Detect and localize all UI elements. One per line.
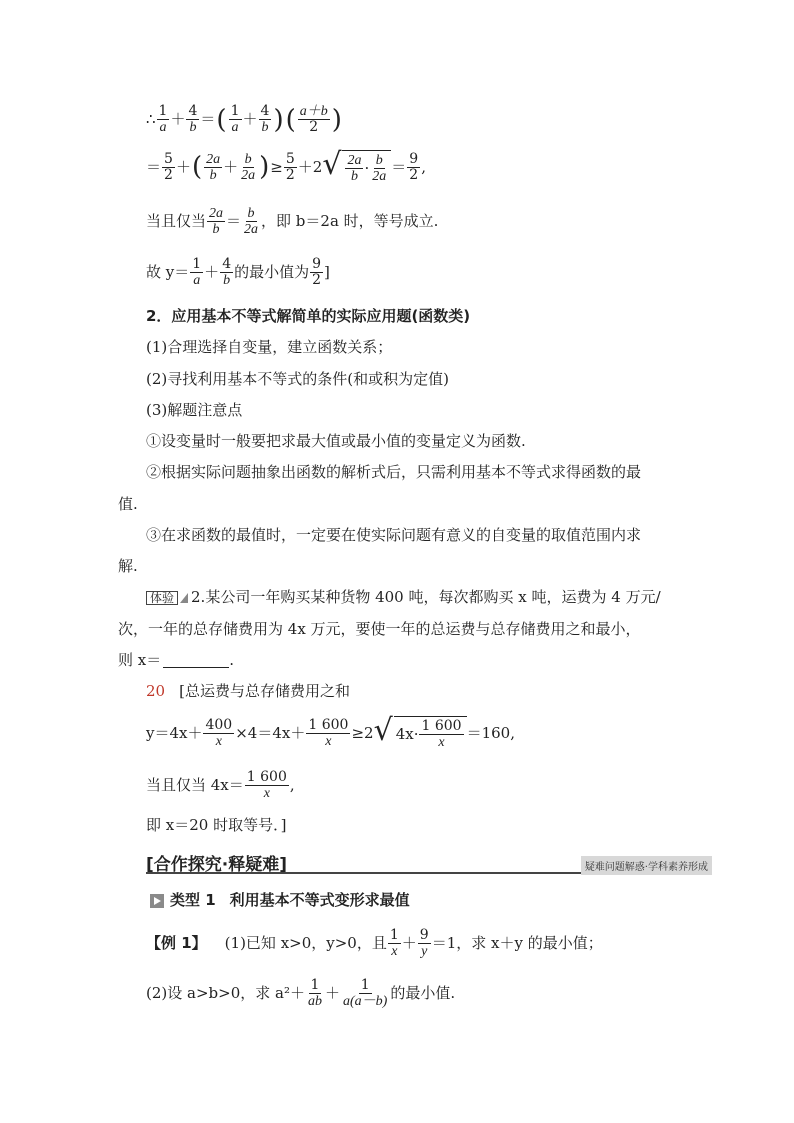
type-1-heading: 类型 1 利用基本不等式变形求最值: [150, 893, 410, 908]
exercise-line-2: 次，一年的总存储费用为 4x 万元，要使一年的总运费与总存储费用之和最小，: [118, 620, 641, 638]
solution-line-1: ∴ $\frac{1}{a}$ ＋ $\frac{4}{b}$ ＝ ( $\frac{1}{a}$ ＋ $\frac{4}{b}$ ) ( $\frac{a+b}{2}$ ): [146, 103, 342, 135]
paragraph: ③在求函数的最值时，一定要在使实际问题有意义的自变量的取值范围内求: [146, 526, 642, 544]
paragraph: (3)解题注意点: [146, 401, 243, 419]
exercise-condition-line: 当且仅当 4x＝ $\frac{1 600}{x}$ ,: [146, 769, 295, 801]
conclusion-line: 故 y＝ $\frac{1}{a}$ ＋ $\frac{4}{b}$ 的最小值为 $\frac{9}{2}$ ]: [146, 256, 330, 288]
solution-line-2: ＝ $\frac{5}{2}$ ＋ ( $\frac{2a}{b}$ ＋ $\frac{b}{2a}$ ) ≥ $\frac{5}{2}$ ＋ 2 √ $\frac{2a}{b}$ · $\frac{b}{2a}$ ＝ $\frac{9}{2}$ ,: [146, 147, 426, 184]
square-root: √ $\frac{2a}{b}$ · $\frac{b}{2a}$: [322, 150, 391, 184]
exercise-equation-line: y＝4x＋ $\frac{400}{x}$ ×4＝4x＋ $\frac{1 600}{x}$ ≥2 √ 4x· $\frac{1 600}{x}$ ＝160,: [146, 713, 515, 750]
therefore-symbol: ∴: [146, 110, 156, 128]
fraction-1-over-a: $\frac{1}{a}$: [158, 103, 168, 135]
paragraph: 值.: [118, 495, 138, 513]
section-header-tag: 疑难问题解惑·学科素养形成: [581, 856, 712, 875]
exercise-line-3: 则 x＝ .: [118, 651, 235, 669]
fraction-a-plus-b-over-2: $\frac{a+b}{2}$: [299, 104, 328, 135]
answer-blank: [163, 653, 229, 668]
exercise-line-1: 体验 2.某公司一年购买某种货物 400 吨，每次都购买 x 吨，运费为 4 万元/: [146, 590, 661, 605]
pencil-icon: [180, 593, 188, 603]
section-2-heading: 2．应用基本不等式解简单的实际应用题(函数类): [146, 307, 471, 325]
example-1-part-2: (2)设 a>b>0，求 a²＋ $\frac{1}{ab}$ ＋ $\frac{1}{a(a-b)}$ 的最小值.: [146, 977, 456, 1009]
section-header-title: [合作探究·释疑难]: [146, 855, 287, 875]
paragraph: ①设变量时一般要把求最大值或最小值的变量定义为函数.: [146, 432, 526, 450]
section-header-bar: [146, 850, 712, 874]
answer-value: 20: [146, 682, 166, 700]
paragraph: ②根据实际问题抽象出函数的解析式后，只需利用基本不等式求得函数的最: [146, 463, 642, 481]
equality-condition-line: 当且仅当 $\frac{2a}{b}$ ＝ $\frac{b}{2a}$ ，即 b＝2a 时，等号成立.: [146, 206, 439, 237]
square-root: √ 4x· $\frac{1 600}{x}$: [374, 716, 467, 750]
exercise-badge: 体验: [146, 591, 178, 605]
exercise-answer-line: 20 [总运费与总存储费用之和: [146, 682, 350, 700]
play-icon: [150, 894, 164, 908]
exercise-final-line: 即 x＝20 时取等号．]: [146, 816, 287, 834]
fraction-4-over-b: $\frac{4}{b}$: [188, 103, 198, 135]
paragraph: (2)寻找利用基本不等式的条件(和或积为定值): [146, 370, 449, 388]
paragraph: 解.: [118, 557, 138, 575]
example-1-part-1: 【例 1】 (1)已知 x>0，y>0，且 $\frac{1}{x}$ ＋ $\frac{9}{y}$ ＝1，求 x＋y 的最小值；: [146, 927, 603, 959]
paragraph: (1)合理选择自变量，建立函数关系；: [146, 338, 393, 356]
